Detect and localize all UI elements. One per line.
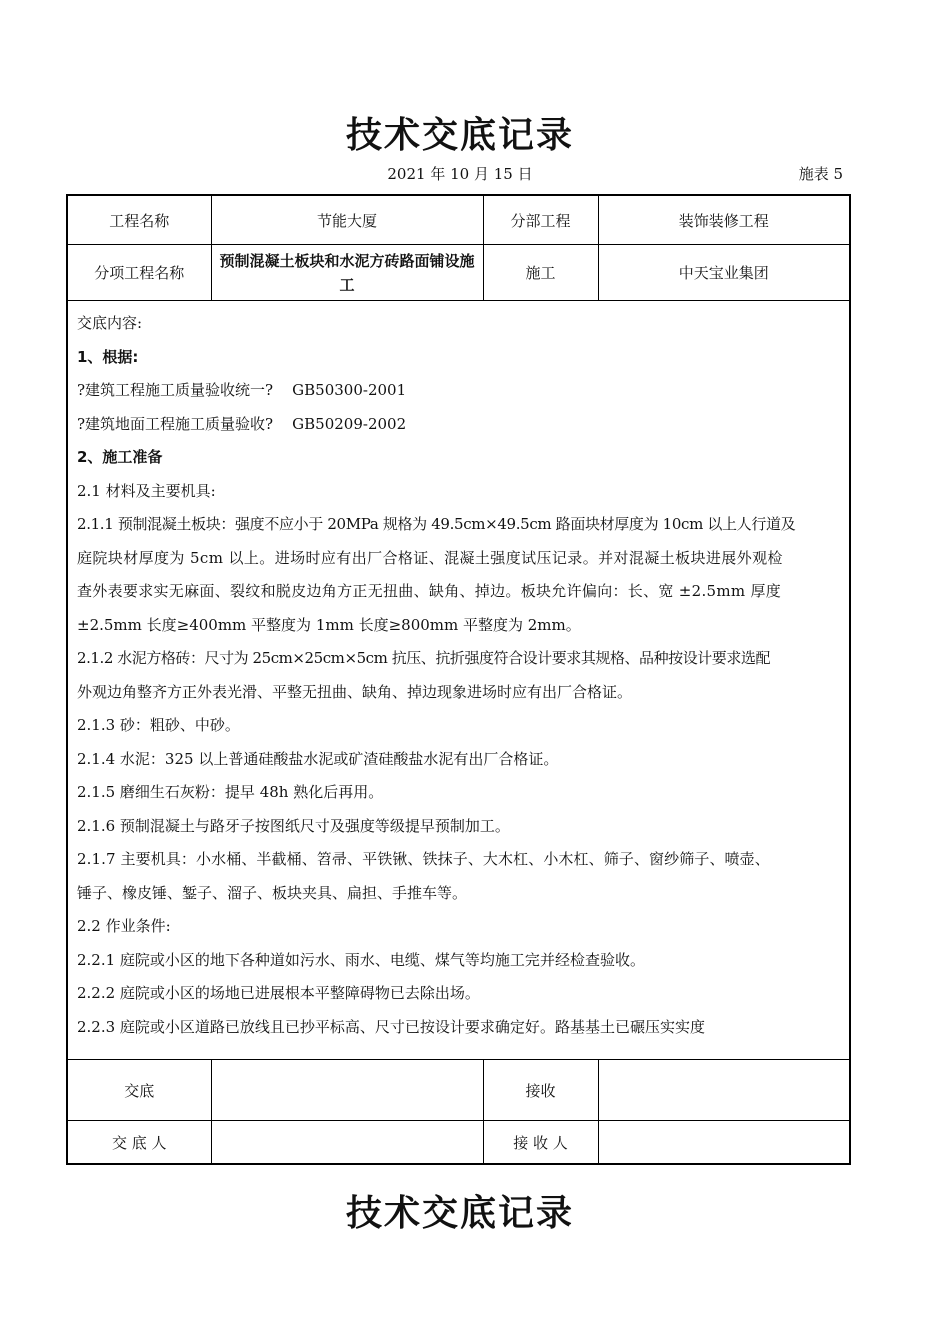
disclosure-content [67,301,850,1060]
content-line: 交底内容: [77,314,143,332]
content-line: 2.1.7 主要机具：小水桶、半截桶、笤帚、平铁锹、铁抹子、大木杠、小木杠、筛子、窗纱筛子、喷壶、 [77,850,770,868]
header-row-project [67,195,850,245]
disclosure-record-table [66,194,851,1165]
project-name-value: 节能大厦 [211,195,483,245]
content-line: 2.1.2 水泥方格砖：尺寸为 25cm×25cm×5cm 抗压、抗折强度符合设计要求其规格、品种按设计要求选配 [77,649,771,667]
date-line: 2021 年 10 月 15 日 [387,165,533,183]
document-title: 技术交底记录 [345,115,574,156]
receive-person-label: 接 收 人 [483,1121,598,1165]
construction-value: 中天宝业集团 [598,245,850,301]
signature-row-1 [67,1060,850,1121]
content-line: 2.2.1 庭院或小区的地下各种道如污水、雨水、电缆、煤气等均施工完并经检查验收。 [77,950,645,969]
content-line: 2.1 材料及主要机具: [77,481,216,500]
receive-person-field[interactable] [598,1121,850,1165]
content-line: 2.2 作业条件: [77,917,171,935]
division-label: 分部工程 [483,195,598,245]
next-page-title: 技术交底记录 [345,1193,574,1234]
content-line: 锤子、橡皮锤、錾子、溜子、板块夹具、扁担、手推车等。 [77,883,468,902]
content-line: 2.1.6 预制混凝土与路牙子按图纸尺寸及强度等级提早预制加工。 [77,816,510,835]
content-line: ?建筑地面工程施工质量验收? GB50209-2002 [77,414,407,433]
header-row-subitem [67,245,850,301]
construction-label: 施工 [483,245,598,301]
signature-row-2 [67,1121,850,1165]
content-line: 2.2.2 庭院或小区的场地已进展根本平整障碍物已去除出场。 [77,984,480,1002]
content-line: 2.1.3 砂：粗砂、中砂。 [77,716,240,734]
handover-person-label: 交 底 人 [67,1121,211,1165]
content-line: 2.2.3 庭院或小区道路已放线且已抄平标高、尺寸已按设计要求确定好。路基基土已碾压实实度 [77,1017,705,1036]
subitem-value [211,245,483,301]
content-line: ?建筑工程施工质量验收统一? GB50300-2001 [77,381,407,399]
section-heading: 2、施工准备 [77,448,163,466]
handover-person-field[interactable] [211,1121,483,1165]
form-number: 施表 5 [798,165,843,183]
handover-label: 交底 [67,1060,211,1121]
content-line: 庭院块材厚度为 5cm 以上。进场时应有出厂合格证、混凝土强度试压记录。并对混凝土板块进展外观检 [77,548,783,567]
section-heading: 1、根据: [77,347,139,366]
project-name-label: 工程名称 [67,195,211,245]
content-line: ±2.5mm 长度≥400mm 平整度为 1mm 长度≥800mm 平整度为 2mm。 [77,615,581,634]
content-line: 外观边角整齐方正外表光滑、平整无扭曲、缺角、掉边现象进场时应有出厂合格证。 [77,682,633,701]
subitem-text: 预制混凝土板块和水泥方砖路面铺设施工 [219,251,475,294]
subitem-label: 分项工程名称 [67,245,211,301]
receive-signature-field[interactable] [598,1060,850,1121]
handover-signature-field[interactable] [211,1060,483,1121]
content-line: 2.1.4 水泥：325 以上普通硅酸盐水泥或矿渣硅酸盐水泥有出厂合格证。 [77,749,559,768]
content-line: 2.1.1 预制混凝土板块：强度不应小于 20MPa 规格为 49.5cm×49.5cm 路面块材厚度为 10cm 以上人行道及 [77,515,796,533]
receive-label: 接收 [483,1060,598,1121]
division-value: 装饰装修工程 [598,195,850,245]
content-line: 查外表要求实无麻面、裂纹和脱皮边角方正无扭曲、缺角、掉边。板块允许偏向：长、宽 ±2.5mm 厚度 [77,582,782,600]
content-row [67,301,850,1060]
content-line: 2.1.5 磨细生石灰粉：提早 48h 熟化后再用。 [77,783,384,801]
